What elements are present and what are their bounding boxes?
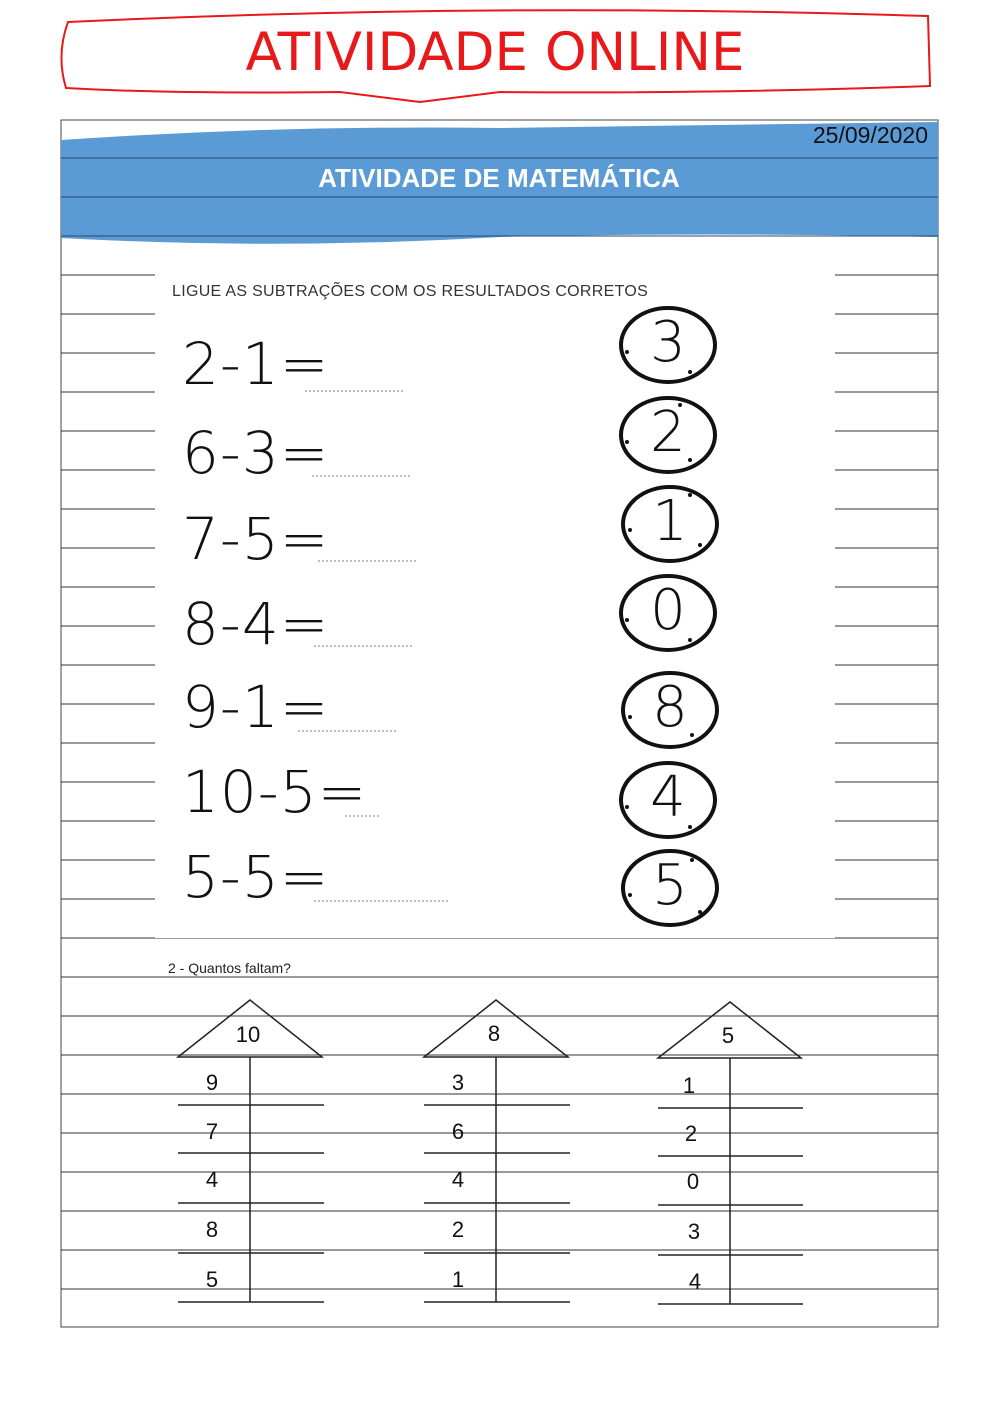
house3-top: 5 [721,1023,735,1048]
result-circle-1: 3 [650,310,686,375]
house1-value: 4 [205,1167,219,1192]
house1-value: 5 [205,1267,219,1292]
house2-value: 2 [451,1217,465,1242]
expression-4: 8-4= [182,590,330,658]
house3-value: 0 [686,1169,700,1194]
expression-7: 5-5= [182,843,330,911]
house3-value: 3 [687,1219,701,1244]
house2-top: 8 [487,1021,501,1046]
house1-top: 10 [235,1022,261,1047]
exercise1-instruction: LIGUE AS SUBTRAÇÕES COM OS RESULTADOS CORRETOS [172,283,649,300]
subject-title: ATIVIDADE DE MATEMÁTICA [318,163,680,193]
expression-6: 10-5= [182,758,368,826]
result-circle-3: 1 [652,489,688,554]
date-label: 25/09/2020 [812,122,928,148]
result-circle-7: 5 [652,853,688,918]
banner-title: ATIVIDADE ONLINE [245,22,745,83]
house1-value: 9 [205,1070,219,1095]
result-circle-5: 8 [652,675,688,740]
house3-value: 2 [684,1121,698,1146]
house2-value: 4 [451,1167,465,1192]
expression-2: 6-3= [182,419,330,487]
house2-value: 3 [451,1070,465,1095]
house1-value: 7 [205,1119,219,1144]
house2-value: 1 [451,1267,465,1292]
house3-value: 4 [688,1269,702,1294]
house1-value: 8 [205,1217,219,1242]
house2-value: 6 [451,1119,465,1144]
expression-3: 7-5= [182,505,330,573]
house3-value: 1 [682,1073,696,1098]
expression-5: 9-1= [182,673,330,741]
exercise2-label: 2 - Quantos faltam? [168,960,291,976]
result-circle-6: 4 [650,765,686,830]
expression-1: 2-1= [182,330,330,398]
result-circle-4: 0 [650,578,686,643]
result-circle-2: 2 [650,400,686,465]
